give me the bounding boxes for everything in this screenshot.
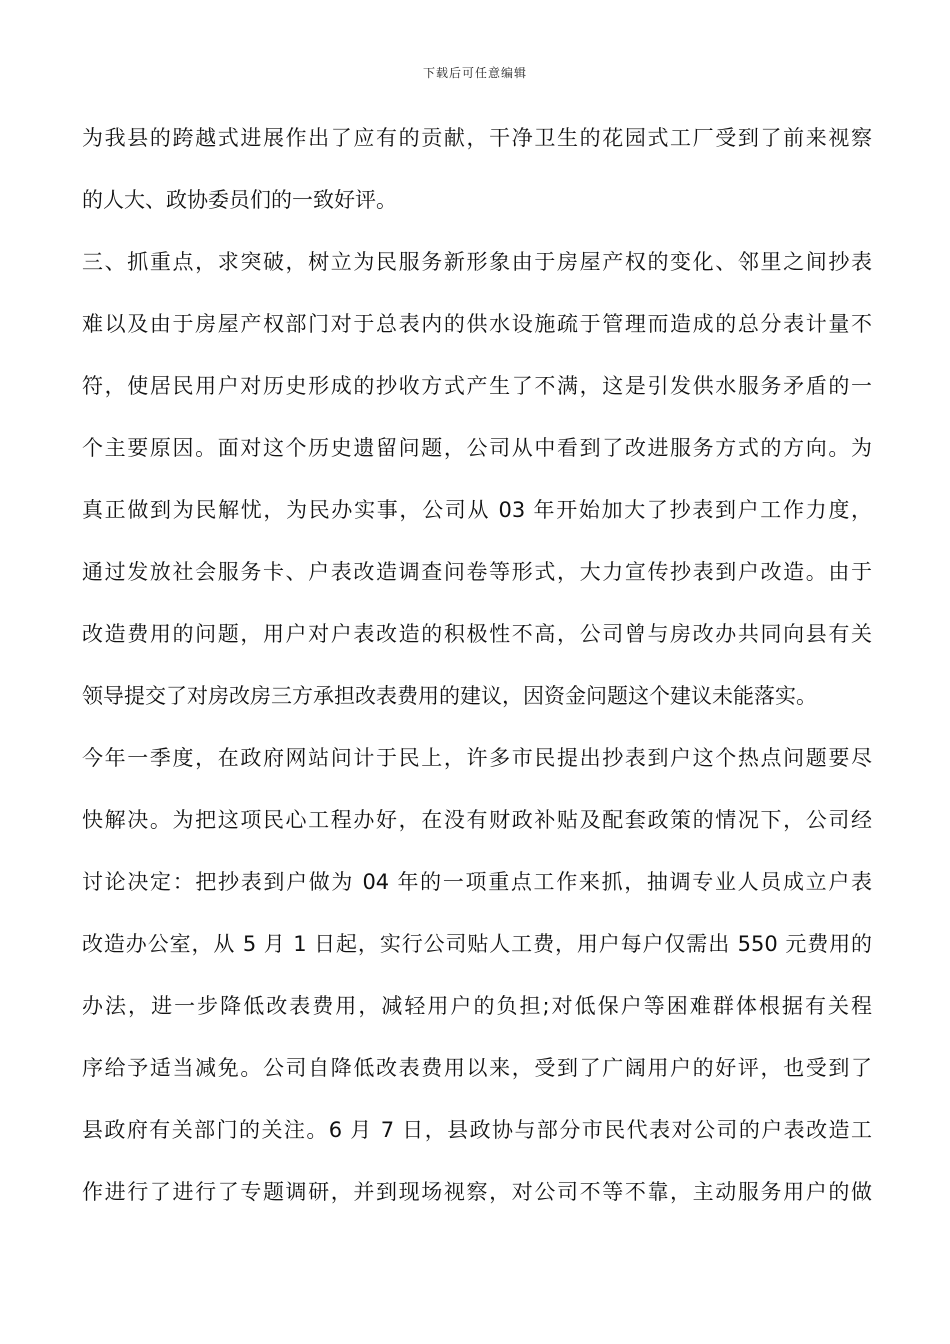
text-line: 改造办公室，从 5 月 1 日起，实行公司贴人工费，用户每户仅需出 550 元费用的 xyxy=(82,932,872,956)
text-line: 作进行了进行了专题调研，并到现场视察，对公司不等不靠，主动服务用户的做 xyxy=(82,1180,872,1204)
text-line: 个主要原因。面对这个历史遗留问题，公司从中看到了改进服务方式的方向。为 xyxy=(82,436,872,460)
text-line: 改造费用的问题，用户对户表改造的积极性不高，公司曾与房改办共同向县有关 xyxy=(82,622,872,646)
text-line: 的人大、政协委员们的一致好评。 xyxy=(82,188,397,212)
text-line: 真正做到为民解忧，为民办实事，公司从 03 年开始加大了抄表到户工作力度， xyxy=(82,498,872,522)
text-line: 办法，进一步降低改表费用，减轻用户的负担;对低保户等困难群体根据有关程 xyxy=(82,994,872,1018)
text-line: 三、抓重点，求突破，树立为民服务新形象由于房屋产权的变化、邻里之间抄表 xyxy=(82,250,872,274)
document-body xyxy=(82,118,872,1234)
text-line: 快解决。为把这项民心工程办好，在没有财政补贴及配套政策的情况下，公司经 xyxy=(82,808,872,832)
text-line: 符，使居民用户对历史形成的抄收方式产生了不满，这是引发供水服务矛盾的一 xyxy=(82,374,872,398)
text-line: 通过发放社会服务卡、户表改造调查问卷等形式，大力宣传抄表到户改造。由于 xyxy=(82,560,872,584)
text-line: 今年一季度，在政府网站问计于民上，许多市民提出抄表到户这个热点问题要尽 xyxy=(82,746,872,770)
text-line: 领导提交了对房改房三方承担改表费用的建议，因资金问题这个建议未能落实。 xyxy=(82,684,817,708)
text-line: 县政府有关部门的关注。6 月 7 日，县政协与部分市民代表对公司的户表改造工 xyxy=(82,1118,872,1142)
text-line: 序给予适当减免。公司自降低改表费用以来，受到了广阔用户的好评，也受到了 xyxy=(82,1056,872,1080)
text-line: 为我县的跨越式进展作出了应有的贡献，干净卫生的花园式工厂受到了前来视察 xyxy=(82,126,872,150)
download-note: 下载后可任意编辑 xyxy=(422,66,527,80)
text-line: 难以及由于房屋产权部门对于总表内的供水设施疏于管理而造成的总分表计量不 xyxy=(82,312,872,336)
text-line: 讨论决定：把抄表到户做为 04 年的一项重点工作来抓，抽调专业人员成立户表 xyxy=(82,870,872,894)
